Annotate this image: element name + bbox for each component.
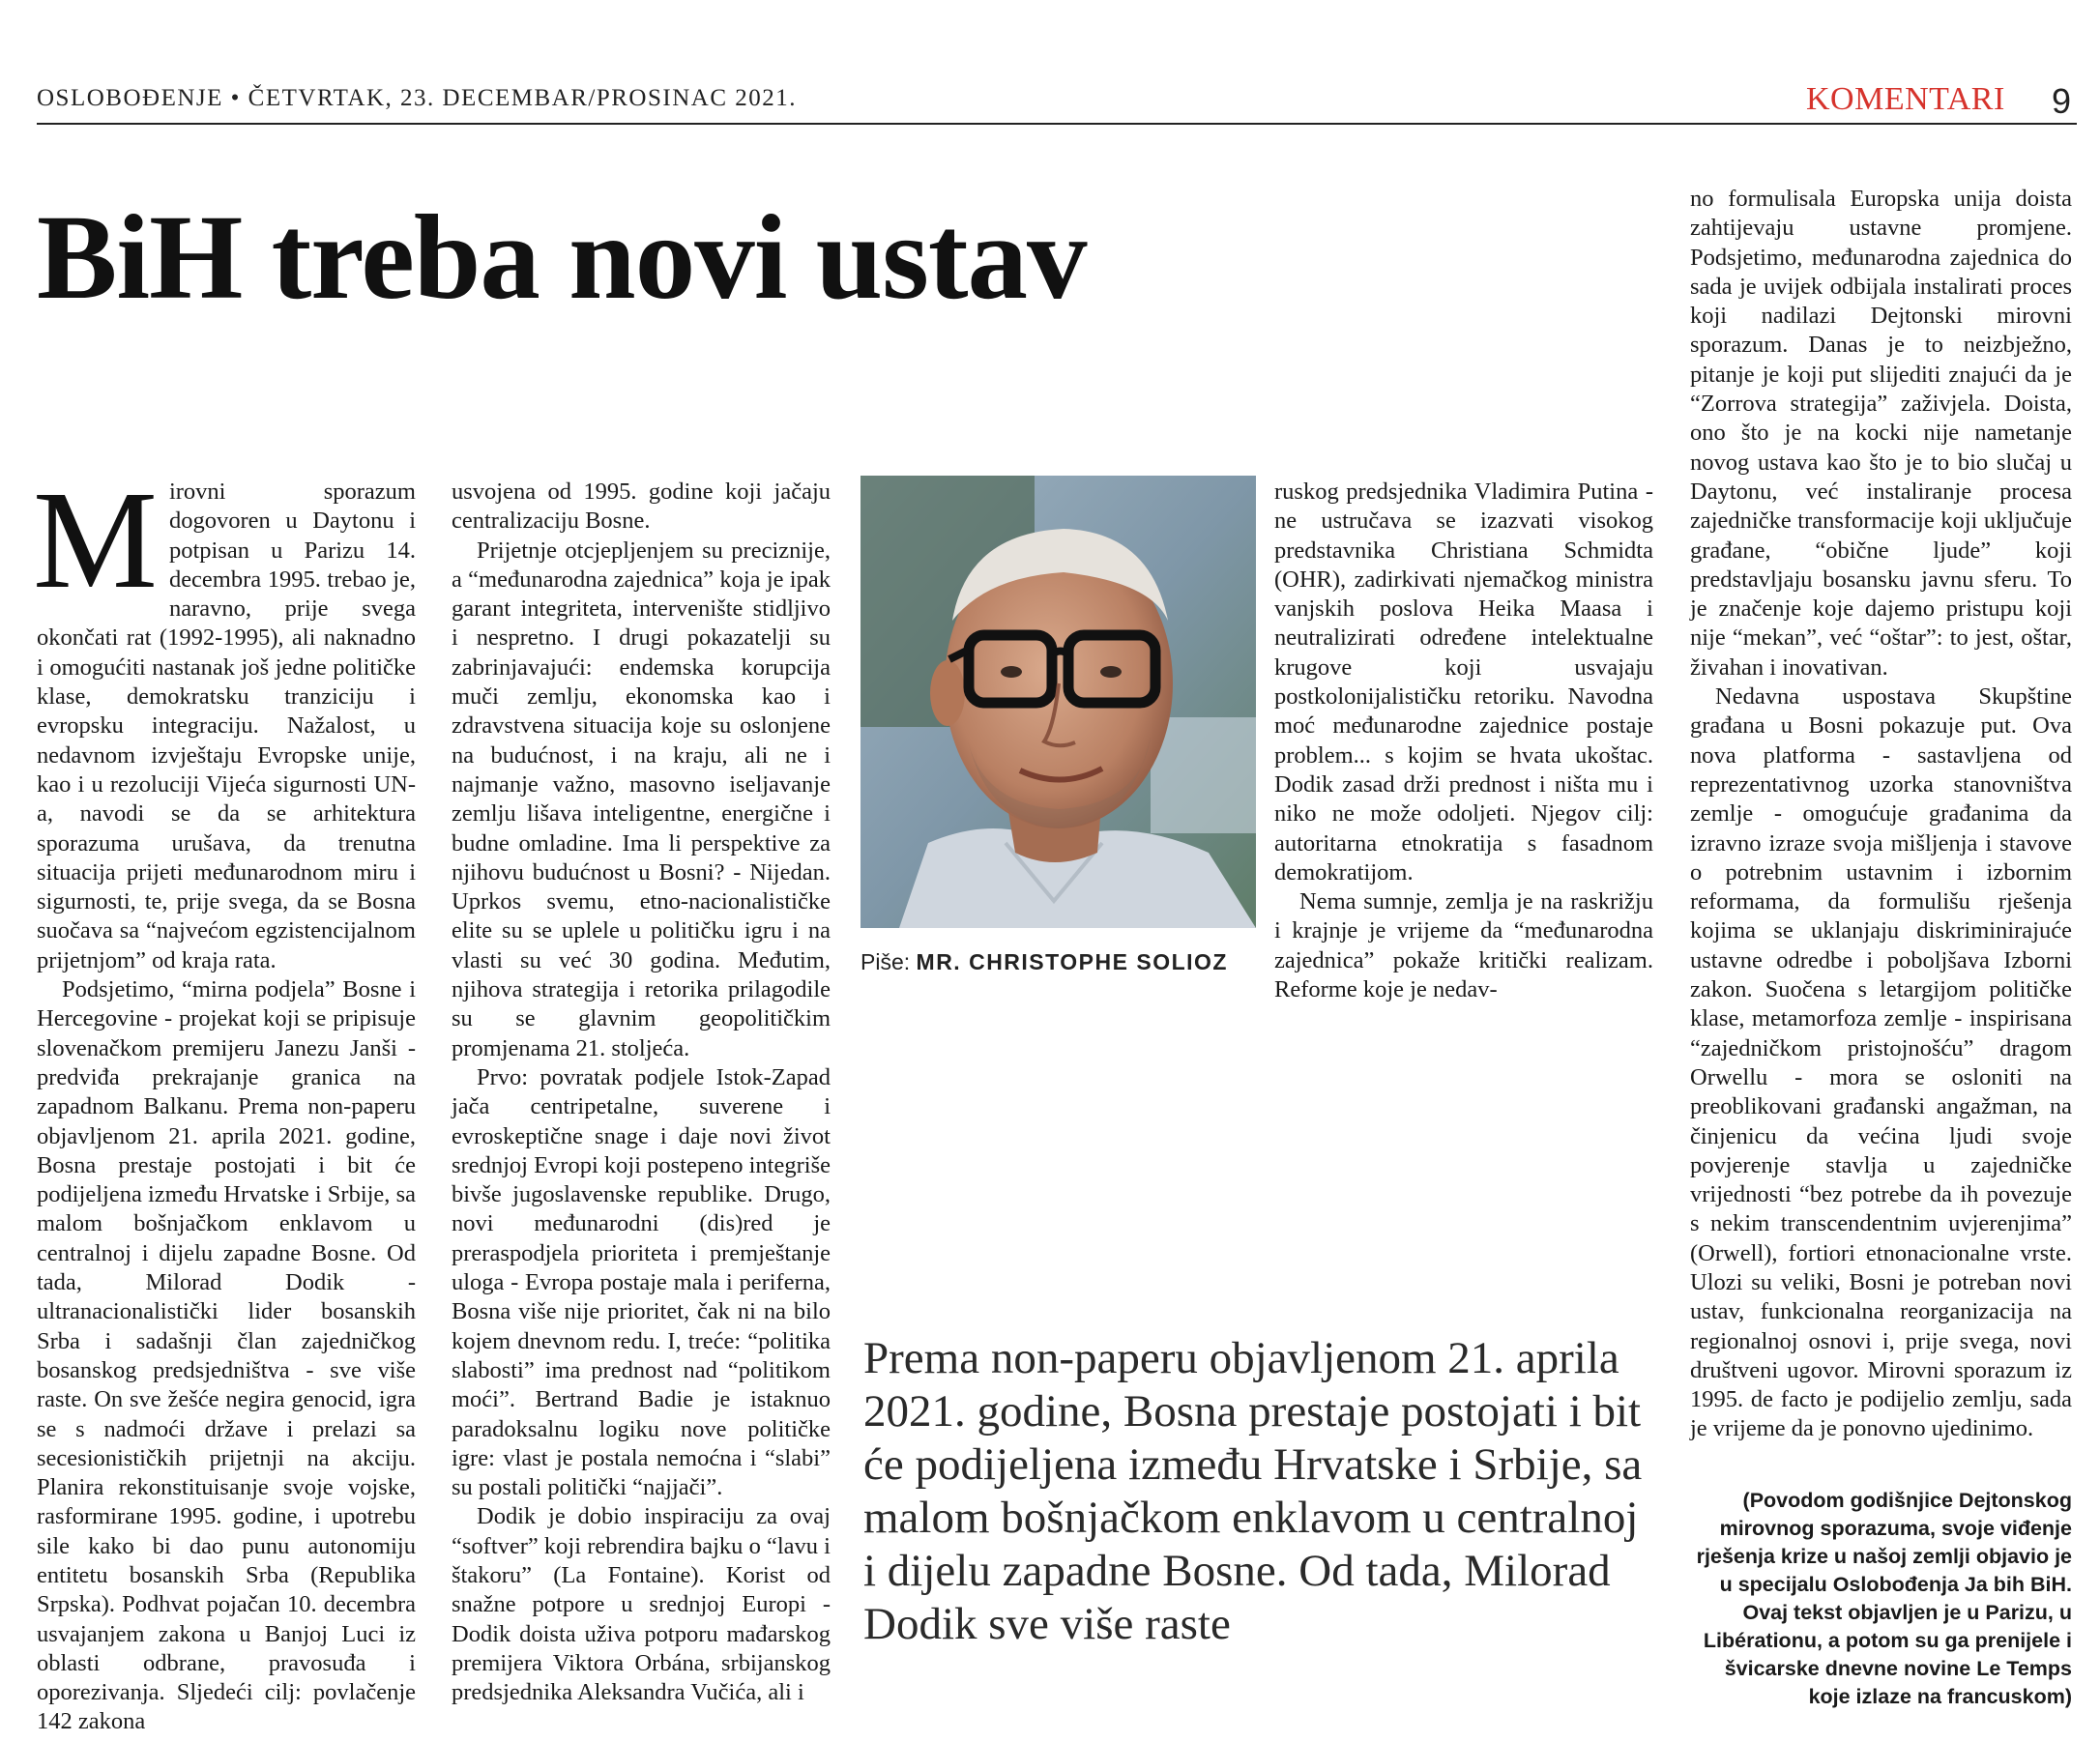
paragraph: no formulisala Europska unija doista zahtijevaju ustavne promjene. Podsjetimo, međunarodna zajednica do sada je uvijek odbijala instalirati proces koji nadilazi Dejtonski mirovni sporazum. Danas je to neizbježno, pitanje je koji put slijediti znajući da je “Zorrova strategija” zaživjela. Doista, ono što je na kocki nije nametanje novog ustava kao što je to bio slučaj u Daytonu, već instaliranje procesa zajedničke transformacije koji uključuje građane, “obične ljude” koji predstavljaju bosansku javnu sferu. To je značenje koje dajemo pristupu koji nije “mekan”, već “oštar”: to jest, oštar, živahan i inovativan. <box>1690 186 2072 681</box>
paragraph: irovni sporazum dogovoren u Daytonu i potpisan u Parizu 14. decembra 1995. trebao je, naravno, prije svega okončati rat (1992-1995), ali naknadno i omogućiti nastanak još jedne političke klase, demokratsku tranziciju i evropsku integraciju. Nažalost, u nedavnom izvještaju Evropske unije, kao i u rezoluciji Vijeća sigurnosti UN-a, navodi se da se arhitektura sporazuma urušava, da trenutna situacija prijeti međunarodnom miru i sigurnosti, te, prije svega, da se Bosna suočava sa “najvećom egzistencijalnom prijetnjom” od kraja rata. <box>37 479 416 973</box>
paragraph: usvojena od 1995. godine koji jačaju centralizaciju Bosne. <box>452 479 831 535</box>
author-portrait-image <box>860 476 1256 928</box>
paragraph: Dodik je dobio inspiraciju za ovaj “softver” koji rebrendira bajku o “lavu i štakoru” (La Fontaine). Korist od snažne potpore u srednjoj Europi - Dodik doista uživa potporu mađarskog premijera Viktora Orbána, srbijanskog predsjednika Aleksandra Vučića, ali i <box>452 1503 831 1706</box>
byline-prefix: Piše: <box>860 949 911 974</box>
author-photo <box>860 476 1256 928</box>
page-number: 9 <box>2052 81 2072 121</box>
author-name: MR. CHRISTOPHE SOLIOZ <box>916 949 1228 974</box>
header-separator: • <box>230 85 241 111</box>
page-header-meta <box>37 85 797 112</box>
article-column-3 <box>1274 478 1653 1004</box>
article-column-2 <box>452 478 831 1707</box>
paragraph: Prvo: povratak podjele Istok-Zapad jača centripetalne, suverene i evroskeptične snage i daje novi život srednjoj Evropi koji postepeno integriše bivše jugoslavenske republike. Drugo, novi međunarodni (dis)red je preraspodjela prioriteta i premještanje uloga - Evropa postaje mala i periferna, Bosna više nije prioritet, čak ni na bilo kojem dnevnom redu. I, treće: “politika slabosti” ima prednost nad “politikom moći”. Bertrand Badie je istaknuo paradoksalnu logiku nove političke igre: vlast je postala nemoćna i “slabi” su postali politički “najjači”. <box>452 1063 831 1501</box>
editorial-note: (Povodom godišnjice Dejtonskog mirovnog sporazuma, svoje viđenje rješenja krize u našoj zemlji objavio je u specijalu Oslobođenja Ja bih BiH. Ovaj tekst objavljen je u Parizu, u Libérationu, a potom su ga prenijele i švicarske dnevne novine Le Temps koje izlaze na francuskom) <box>1696 1489 2072 1708</box>
paragraph: ruskog predsjednika Vladimira Putina - ne ustručava se izazvati visokog predstavnika Christiana Schmidta (OHR), zadirkivati njemačkog ministra vanjskih poslova Heika Maasa i neutralizirati određene intelektualne krugove koji usvajaju postkolonijalističku retoriku. Navodna moć međunarodne zajednice postaje problem... s kojim se hvata ukoštac. Dodik zasad drži prednost i ništa mu i niko ne može odoljeti. Njegov cilj: autoritarna etnokratija s fasadnom demokratijom. <box>1274 479 1653 886</box>
section-label: KOMENTARI <box>1806 81 2005 117</box>
issue-date: ČETVRTAK, 23. DECEMBAR/PROSINAC 2021. <box>248 85 797 111</box>
publication-name: OSLOBOĐENJE <box>37 85 223 111</box>
paragraph: Nedavna uspostava Skupštine građana u Bosni pokazuje put. Ova nova platforma - sastavljena od reprezentativnog uzorka stanovništva zemlje - omogućuje građanima da izravno izraze svoja mišljenja i stavove o potrebnim ustavnim i izbornim reformama, da formulišu rješenja kojima se uklanjaju diskriminirajuće ustavne odredbe i poboljšava Izborni zakon. Suočena s letargijom političke klase, metamorfoza zemlje - inspirisana “zajedničkom pristojnošću” dragom Orwellu - mora se osloniti na preoblikovani građanski angažman, na činjenicu da većina ljudi svoje povjerenje stavlja u zajedničke vrijednosti “bez potrebe da ih povezuje s nekim transcendentnim uvjerenjima” (Orwell), fortiori etnonacionalne vrste. Ulozi su veliki, Bosni je potreban novi ustav, funkcionalna reorganizacija na regionalnoj osnovi i, prije svega, novi društveni ugovor. Mirovni sporazum iz 1995. de facto je podijelio zemlju, sada je vrijeme da je ponovno ujedinimo. <box>1690 683 2072 1442</box>
article-column-1 <box>33 463 416 1737</box>
pull-quote: Prema non-paperu objavljenom 21. aprila 2021. godine, Bosna prestaje postojati i bit će podijeljena između Hrvatske i Srbije, sa malom bošnjačkom enklavom u centralnoj i dijelu zapadne Bosne. Od tada, Milorad Dodik sve više raste <box>863 1333 1643 1649</box>
byline <box>860 949 1228 975</box>
paragraph: Nema sumnje, zemlja je na raskrižju i krajnje je vrijeme da “međunarodna zajednica” pokaže kritički realizam. Reforme koje je nedav- <box>1274 888 1653 1003</box>
drop-cap: M <box>33 463 158 618</box>
article-headline: BiH treba novi ustav <box>37 191 1087 325</box>
article-column-4 <box>1690 185 2072 1444</box>
paragraph: Prijetnje otcjepljenjem su preciznije, a “međunarodna zajednica” koja je ipak garant integriteta, intervenište stidljivo i nespretno. I drugi pokazatelji su zabrinjavajući: endemska korupcija muči zemlju, ekonomska kao i zdravstvena situacija koje su oslonjene na budućnost, i na kraju, ali ne i najmanje važno, masovno iseljavanje zemlju lišava inteligentne, energične i budne omladine. Ima li perspektive za njihovu budućnost u Bosni? - Nijedan. Uprkos svemu, etno-nacionalističke elite su se uplele u političku igru i na vlasti su već 30 godina. Međutim, njihova strategija i retorika prilagodile su se glavnim geopolitičkim promjenama 21. stoljeća. <box>452 537 831 1061</box>
header-divider <box>37 123 2077 125</box>
paragraph: Podsjetimo, “mirna podjela” Bosne i Hercegovine - projekat koji se pripisuje slovenačkom premijeru Janezu Janši - predviđa prekrajanje granica na zapadnom Balkanu. Prema non-paperu objavljenom 21. aprila 2021. godine, Bosna prestaje postojati i bit će podijeljena između Hrvatske i Srbije, sa malom bošnjačkom enklavom u centralnoj i dijelu zapadne Bosne. Od tada, Milorad Dodik - ultranacionalistički lider bosanskih Srba i sadašnji član zajedničkog bosanskog predsjedništva - sve više raste. On sve žešće negira genocid, igra se s nadmoći države i prelazi sa secesionističkih prijetnji na akciju. Planira rekonstituisanje svoje vojske, rasformirane 1995. godine, i upotrebu sile kako bi dao punu autonomiju entitetu bosanskih Srba (Republika Srpska). Podhvat pojačan 10. decembra usvajanjem zakona u Banjoj Luci iz oblasti odbrane, pravosuđa i oporezivanja. Sljedeći cilj: povlačenje 142 zakona <box>37 976 416 1735</box>
